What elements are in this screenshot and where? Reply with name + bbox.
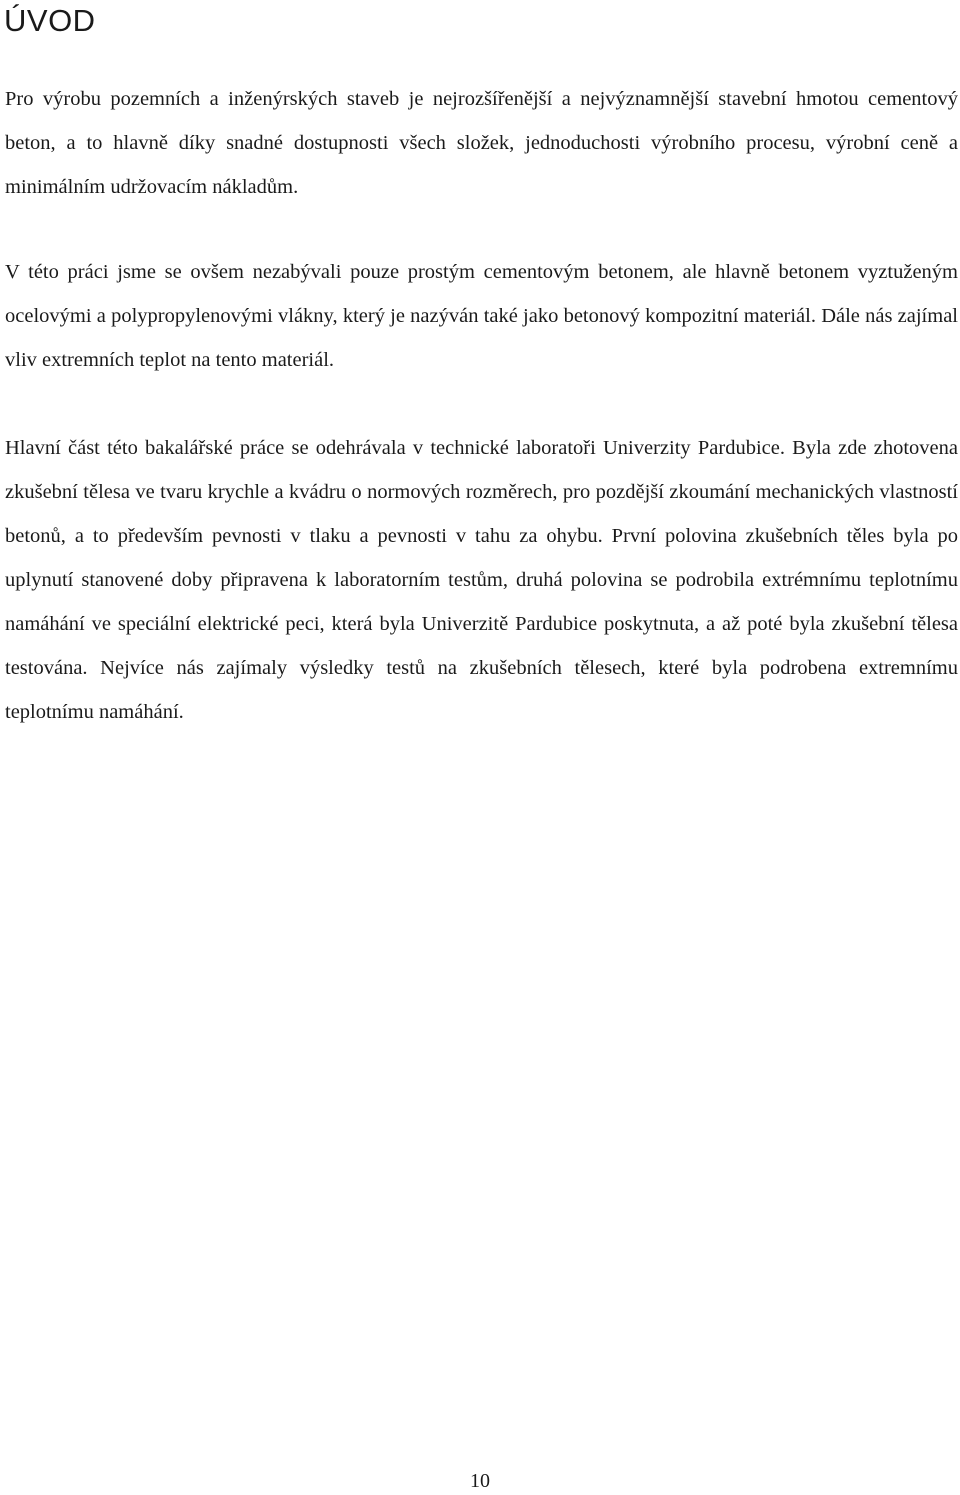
section-heading: ÚVOD <box>4 3 96 38</box>
paragraph-laboratory: Hlavní část této bakalářské práce se odehrávala v technické laboratoři Univerzity Pardubice. Byla zde zhotovena zkušební tělesa ve tvaru krychle a kvádru o normových rozměrech, pro pozdější zkoumání mechanických vlastností betonů, a to především pevnosti v tlaku a pevnosti v tahu za ohybu. První polovina zkušebních těles byla po uplynutí stanovené doby připravena k laboratorním testům, druhá polovina se podrobila extrémnímu teplotnímu namáhání ve speciální elektrické peci, která byla Univerzitě Pardubice poskytnuta, a až poté byla zkušební tělesa testována. Nejvíce nás zajímaly výsledky testů na zkušebních tělesech, které byla podrobena extremnímu teplotnímu namáhání. <box>5 437 958 723</box>
paragraph-fiber-concrete: V této práci jsme se ovšem nezabývali pouze prostým cementovým betonem, ale hlavně betonem vyztuženým ocelovými a polypropylenovými vlákny, který je nazýván také jako betonový kompozitní materiál. Dále nás zajímal vliv extremních teplot na tento materiál. <box>5 261 958 371</box>
paragraph-intro: Pro výrobu pozemních a inženýrských staveb je nejrozšířenější a nejvýznamnější stavební hmotou cementový beton, a to hlavně díky snadné dostupnosti všech složek, jednoduchosti výrobního procesu, výrobní ceně a minimálním udržovacím nákladům. <box>5 88 958 198</box>
page-number: 10 <box>470 1470 490 1492</box>
